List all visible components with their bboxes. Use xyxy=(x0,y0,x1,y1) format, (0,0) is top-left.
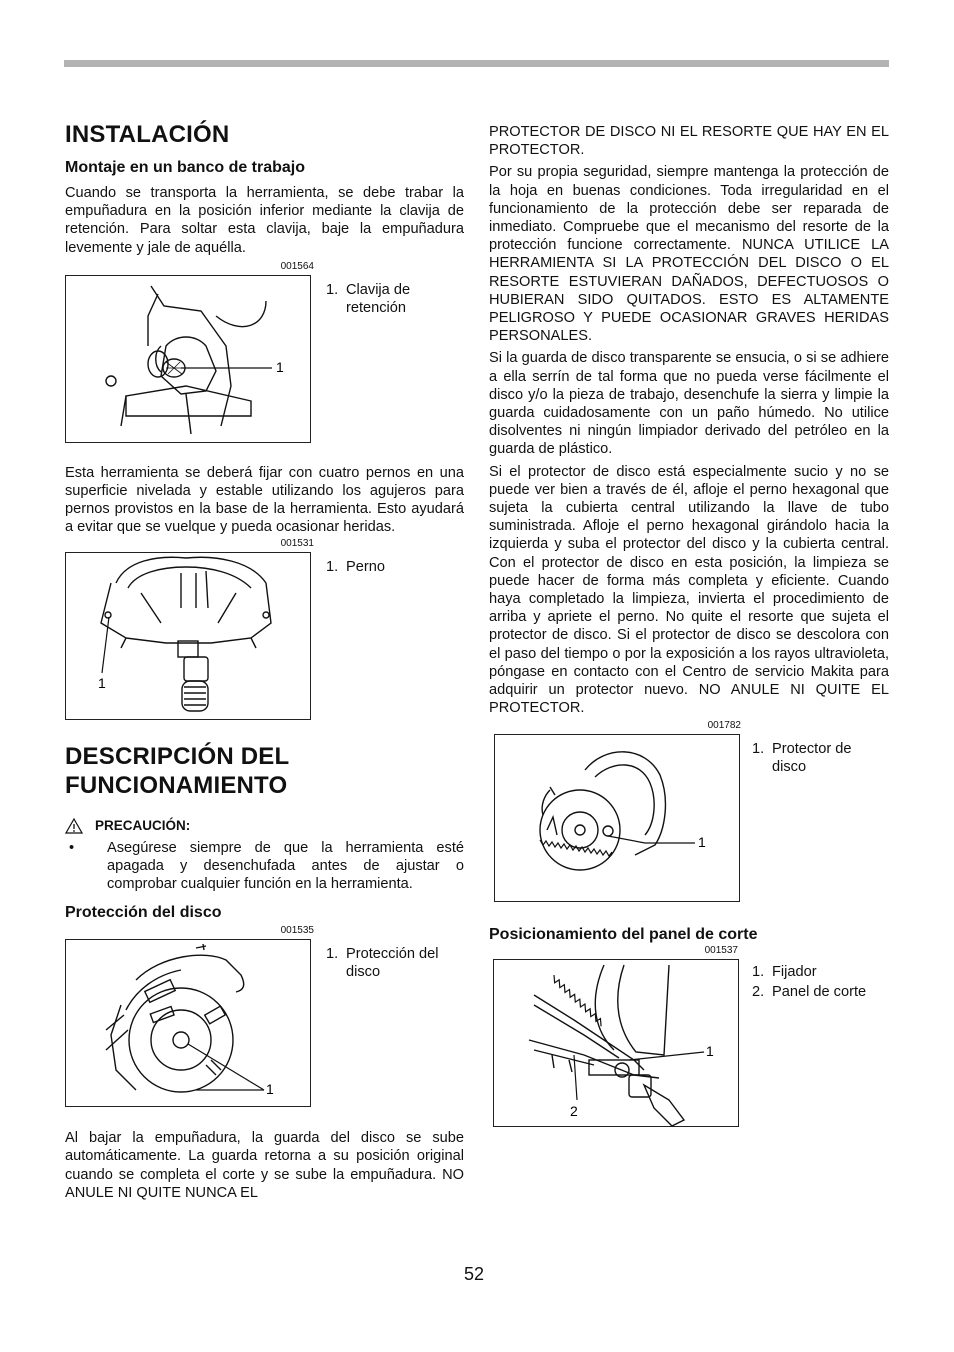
bolt-illustration xyxy=(66,553,310,719)
left-column xyxy=(65,120,464,1202)
legend-text: Fijador xyxy=(772,963,817,980)
figure-box xyxy=(65,939,311,1107)
figure-box xyxy=(494,734,740,902)
figure-legend xyxy=(326,281,464,317)
paragraph-guard-continued: PROTECTOR DE DISCO NI EL RESORTE QUE HAY EN EL PROTECTOR. xyxy=(489,124,889,159)
paragraph-dirty-guard: Si la guarda de disco transparente se ensucia, o si se adhiere a ella serrín de tal forma que no pueda verse fácilmente el disco y/o la pieza de trabajo, desenchufe la sierra y limpie la guarda cuidadosamente con un paño húmedo. No utilice disolventes ni ningún limpiador derivado del petróleo en la guarda de plástico. xyxy=(489,350,889,458)
callout-number: 1 xyxy=(266,1081,274,1098)
legend-text: Protector de disco xyxy=(772,740,852,775)
figure-bolt xyxy=(65,538,464,718)
legend-text: Protección del disco xyxy=(346,946,439,981)
figure-legend xyxy=(326,558,464,576)
paragraph-cleaning: Si el protector de disco está especialmente sucio y no se puede ver bien a través de él, afloje el perno hexagonal que sujeta la cubierta central utilizando la llave de tubo suministrada. Afloje el perno hexagonal girándolo hacia la izquierda y suba el protector del disco y la cubierta central. Con el protector de disco en esta posición, la limpieza se puede hacer de forma más completa y eficiente. Cuando haya completado la limpieza, invierta el procedimiento de arriba y apriete el perno. No quite el resorte que sujeta el protector de disco. Si el protector de disco se descolora con el paso del tiempo o por la exposición a los rayos ultravioleta, póngase en contacto con el Centro de servicio Makita para adquirir un protector nuevo. NO ANULE NI QUITE EL PROTECTOR. xyxy=(489,463,889,717)
section-title-installation: INSTALACIÓN xyxy=(65,121,230,148)
legend-number: 1. xyxy=(752,963,765,980)
paragraph-safety: Por su propia seguridad, siempre mantenga la protección de la hoja en buenas condiciones. Toda irregularidad en el funcionamiento de la protección debe ser reparada de inmediato. Compruebe que el mecanismo del resorte de la protección funcione correctamente. NUNCA UTILICE LA HERRAMIENTA SI LA PROTECCIÓN DEL DISCO O EL RESORTE ESTUVIERAN DAÑADOS, DEFECTUOSOS O HUBIERAN SIDO QUITADOS. ESTO ES ALTAMENTE PELIGROSO Y PUEDE OCASIONAR GRAVES HERIDAS PERSONALES. xyxy=(489,164,889,345)
page-number: 52 xyxy=(464,1264,485,1284)
legend-number: 1. xyxy=(752,740,765,757)
caution-text: Asegúrese siempre de que la herramienta esté apagada y desenchufada antes de ajustar o comprobar cualquier función en la herramienta. xyxy=(107,839,464,893)
figure-blade-guard xyxy=(65,925,464,1109)
caution-heading xyxy=(65,818,464,834)
legend-number: 2. xyxy=(752,983,765,1000)
figure-blade-protector xyxy=(489,720,889,904)
figure-code: 001537 xyxy=(704,944,738,956)
figure-code: 001564 xyxy=(280,260,314,272)
right-column xyxy=(489,123,889,1125)
callout-number-1: 1 xyxy=(706,1042,714,1059)
figure-box xyxy=(493,959,739,1127)
callout-number-2: 2 xyxy=(570,1102,578,1119)
callout-number: 1 xyxy=(98,674,106,691)
section-title-operation: DESCRIPCIÓN DEL FUNCIONAMIENTO xyxy=(65,742,289,799)
figure-code: 001531 xyxy=(280,537,314,549)
legend-number: 1. xyxy=(326,281,339,298)
paragraph-bolts: Esta herramienta se deberá fijar con cuatro pernos en una superficie nivelada y estable utilizando los agujeros para pernos provistos en la base de la herramienta. Esto ayudará a evitar que se vuelque y pueda ocasionar heridas. xyxy=(65,464,464,536)
caution-item xyxy=(65,839,464,894)
figure-legend xyxy=(752,740,889,776)
retaining-pin-illustration xyxy=(66,276,310,442)
blade-protector-illustration xyxy=(495,735,739,901)
legend-text: Clavija de retención xyxy=(346,281,411,317)
figure-code: 001535 xyxy=(280,925,314,937)
paragraph-blade-guard: Al bajar la empuñadura, la guarda del disco se sube automáticamente. La guarda retorna a su posición original cuando se completa el corte y se sube la empuñadura. NO ANULE NI QUITE NUNCA EL xyxy=(65,1130,464,1201)
subheading-kerf-board: Posicionamiento del panel de corte xyxy=(489,925,758,943)
header-rule xyxy=(64,60,889,67)
paragraph-bench-mount: Cuando se transporta la herramienta, se debe trabar la empuñadura en la posición inferior mediante la clavija de retención. Para soltar esta clavija, baje la empuñadura levemente y jale de aquélla. xyxy=(65,185,464,256)
figure-legend xyxy=(752,963,889,1001)
figure-retaining-pin xyxy=(65,261,464,437)
blade-guard-illustration xyxy=(66,940,310,1106)
subheading-blade-guard: Protección del disco xyxy=(65,904,222,922)
bullet-marker: • xyxy=(69,839,75,856)
legend-number: 1. xyxy=(326,946,339,963)
figure-box xyxy=(65,552,311,720)
callout-number: 1 xyxy=(276,358,284,375)
legend-text: Perno xyxy=(346,558,385,575)
figure-legend xyxy=(326,945,464,981)
warning-triangle-icon xyxy=(65,818,83,834)
legend-number: 1. xyxy=(326,558,339,575)
figure-box xyxy=(65,275,311,443)
subheading-bench-mount: Montaje en un banco de trabajo xyxy=(65,159,306,176)
legend-text: Panel de corte xyxy=(772,983,867,1000)
kerf-board-illustration xyxy=(494,960,738,1126)
figure-kerf-board xyxy=(489,945,889,1125)
figure-code: 001782 xyxy=(707,719,741,731)
callout-number: 1 xyxy=(698,833,706,850)
caution-label: PRECAUCIÓN: xyxy=(95,818,191,834)
